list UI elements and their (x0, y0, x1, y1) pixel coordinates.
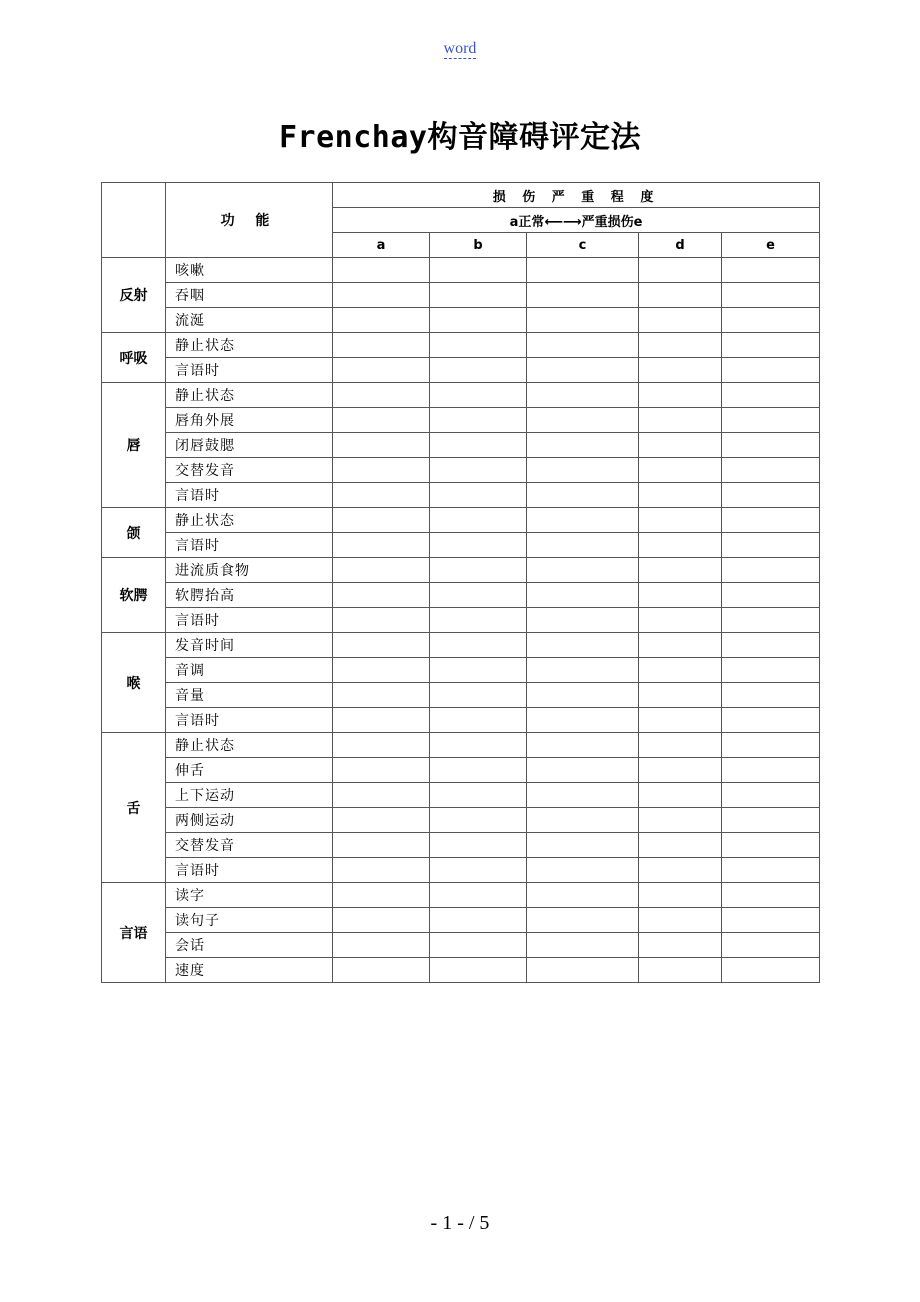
grade-cell-e[interactable] (722, 858, 820, 883)
grade-cell-b[interactable] (430, 783, 527, 808)
grade-cell-c[interactable] (527, 258, 639, 283)
grade-cell-a[interactable] (333, 483, 430, 508)
grade-cell-b[interactable] (430, 758, 527, 783)
function-item: 软腭抬高 (166, 583, 333, 608)
table-row (102, 308, 820, 333)
grade-cell-d[interactable] (639, 858, 722, 883)
grade-cell-b[interactable] (430, 708, 527, 733)
grade-cell-d[interactable] (639, 833, 722, 858)
grade-cell-b[interactable] (430, 858, 527, 883)
header-row-severity (102, 183, 820, 208)
table-row (102, 458, 820, 483)
grade-cell-d[interactable] (639, 333, 722, 358)
function-item: 言语时 (166, 608, 333, 633)
grade-cell-d[interactable] (639, 908, 722, 933)
grade-cell-a[interactable] (333, 283, 430, 308)
grade-cell-c[interactable] (527, 483, 639, 508)
grade-cell-e[interactable] (722, 408, 820, 433)
grade-cell-d[interactable] (639, 758, 722, 783)
grade-cell-e[interactable] (722, 908, 820, 933)
grade-cell-b[interactable] (430, 958, 527, 983)
grade-cell-e[interactable] (722, 433, 820, 458)
table-row (102, 483, 820, 508)
grade-cell-d[interactable] (639, 408, 722, 433)
grade-cell-b[interactable] (430, 458, 527, 483)
table-row (102, 783, 820, 808)
table-row (102, 683, 820, 708)
function-item: 速度 (166, 958, 333, 983)
grade-cell-c[interactable] (527, 433, 639, 458)
severity-header: 损 伤 严 重 程 度 (333, 183, 820, 208)
grade-header-d: d (639, 233, 722, 258)
function-item: 言语时 (166, 708, 333, 733)
grade-cell-c[interactable] (527, 958, 639, 983)
grade-cell-d[interactable] (639, 683, 722, 708)
grade-cell-e[interactable] (722, 383, 820, 408)
grade-cell-c[interactable] (527, 558, 639, 583)
grade-cell-b[interactable] (430, 483, 527, 508)
grade-header-b: b (430, 233, 527, 258)
grade-cell-a[interactable] (333, 558, 430, 583)
scale-header: a正常⟵⟶严重损伤e (333, 208, 820, 233)
grade-cell-e[interactable] (722, 733, 820, 758)
grade-cell-d[interactable] (639, 458, 722, 483)
grade-cell-a[interactable] (333, 908, 430, 933)
grade-cell-d[interactable] (639, 283, 722, 308)
grade-cell-d[interactable] (639, 483, 722, 508)
function-item: 伸舌 (166, 758, 333, 783)
table-row (102, 858, 820, 883)
table-row (102, 608, 820, 633)
grade-cell-c[interactable] (527, 308, 639, 333)
grade-cell-d[interactable] (639, 633, 722, 658)
grade-cell-a[interactable] (333, 833, 430, 858)
function-item: 静止状态 (166, 383, 333, 408)
grade-cell-d[interactable] (639, 383, 722, 408)
grade-cell-a[interactable] (333, 383, 430, 408)
grade-cell-a[interactable] (333, 683, 430, 708)
grade-cell-e[interactable] (722, 308, 820, 333)
function-item: 静止状态 (166, 333, 333, 358)
grade-cell-d[interactable] (639, 933, 722, 958)
grade-cell-c[interactable] (527, 833, 639, 858)
grade-cell-c[interactable] (527, 933, 639, 958)
grade-cell-c[interactable] (527, 533, 639, 558)
grade-cell-c[interactable] (527, 383, 639, 408)
grade-cell-e[interactable] (722, 883, 820, 908)
grade-cell-c[interactable] (527, 283, 639, 308)
table-row (102, 808, 820, 833)
grade-cell-b[interactable] (430, 558, 527, 583)
grade-header-a: a (333, 233, 430, 258)
table-row (102, 933, 820, 958)
table-row (102, 708, 820, 733)
grade-cell-b[interactable] (430, 383, 527, 408)
group-label: 软腭 (102, 558, 166, 633)
grade-cell-b[interactable] (430, 933, 527, 958)
grade-cell-b[interactable] (430, 258, 527, 283)
function-item: 交替发音 (166, 458, 333, 483)
grade-cell-a[interactable] (333, 258, 430, 283)
grade-cell-b[interactable] (430, 333, 527, 358)
grade-cell-a[interactable] (333, 458, 430, 483)
grade-cell-e[interactable] (722, 608, 820, 633)
grade-cell-c[interactable] (527, 708, 639, 733)
grade-cell-a[interactable] (333, 883, 430, 908)
grade-cell-a[interactable] (333, 533, 430, 558)
grade-cell-a[interactable] (333, 333, 430, 358)
grade-cell-c[interactable] (527, 508, 639, 533)
grade-cell-c[interactable] (527, 658, 639, 683)
grade-cell-b[interactable] (430, 683, 527, 708)
function-item: 言语时 (166, 533, 333, 558)
function-item: 上下运动 (166, 783, 333, 808)
grade-cell-e[interactable] (722, 708, 820, 733)
grade-cell-a[interactable] (333, 358, 430, 383)
grade-cell-e[interactable] (722, 683, 820, 708)
function-item: 言语时 (166, 858, 333, 883)
table-row (102, 958, 820, 983)
table-row (102, 833, 820, 858)
grade-cell-c[interactable] (527, 883, 639, 908)
grade-cell-b[interactable] (430, 633, 527, 658)
grade-cell-d[interactable] (639, 783, 722, 808)
grade-cell-d[interactable] (639, 308, 722, 333)
header-link[interactable] (0, 40, 920, 58)
grade-cell-b[interactable] (430, 433, 527, 458)
grade-cell-d[interactable] (639, 608, 722, 633)
group-label: 言语 (102, 883, 166, 983)
group-label: 喉 (102, 633, 166, 733)
grade-cell-e[interactable] (722, 658, 820, 683)
grade-cell-a[interactable] (333, 733, 430, 758)
grade-cell-b[interactable] (430, 658, 527, 683)
grade-cell-d[interactable] (639, 508, 722, 533)
grade-cell-b[interactable] (430, 533, 527, 558)
grade-cell-a[interactable] (333, 608, 430, 633)
grade-cell-e[interactable] (722, 558, 820, 583)
table-row (102, 658, 820, 683)
function-item: 咳嗽 (166, 258, 333, 283)
grade-cell-a[interactable] (333, 933, 430, 958)
grade-cell-d[interactable] (639, 708, 722, 733)
grade-cell-e[interactable] (722, 633, 820, 658)
grade-cell-d[interactable] (639, 533, 722, 558)
grade-cell-c[interactable] (527, 683, 639, 708)
function-header: 功 能 (166, 183, 333, 258)
page-number: - 1 - / 5 (430, 1212, 490, 1234)
function-item: 两侧运动 (166, 808, 333, 833)
function-item: 读句子 (166, 908, 333, 933)
grade-cell-e[interactable] (722, 833, 820, 858)
grade-cell-d[interactable] (639, 808, 722, 833)
grade-cell-e[interactable] (722, 258, 820, 283)
grade-cell-e[interactable] (722, 508, 820, 533)
function-item: 闭唇鼓腮 (166, 433, 333, 458)
grade-cell-a[interactable] (333, 783, 430, 808)
grade-cell-c[interactable] (527, 583, 639, 608)
grade-cell-a[interactable] (333, 583, 430, 608)
grade-cell-c[interactable] (527, 358, 639, 383)
grade-cell-a[interactable] (333, 758, 430, 783)
grade-cell-c[interactable] (527, 858, 639, 883)
group-label: 呼吸 (102, 333, 166, 383)
function-item: 静止状态 (166, 733, 333, 758)
grade-cell-b[interactable] (430, 308, 527, 333)
group-label: 反射 (102, 258, 166, 333)
grade-cell-b[interactable] (430, 833, 527, 858)
grade-cell-d[interactable] (639, 883, 722, 908)
table-row (102, 533, 820, 558)
grade-cell-d[interactable] (639, 658, 722, 683)
table-row (102, 583, 820, 608)
grade-cell-a[interactable] (333, 658, 430, 683)
grade-cell-c[interactable] (527, 458, 639, 483)
grade-header-e: e (722, 233, 820, 258)
table-row (102, 908, 820, 933)
grade-cell-b[interactable] (430, 733, 527, 758)
group-label: 颌 (102, 508, 166, 558)
grade-cell-a[interactable] (333, 633, 430, 658)
grade-cell-e[interactable] (722, 933, 820, 958)
grade-cell-b[interactable] (430, 583, 527, 608)
function-item: 交替发音 (166, 833, 333, 858)
function-item: 吞咽 (166, 283, 333, 308)
table-row (102, 633, 820, 658)
function-item: 静止状态 (166, 508, 333, 533)
table-row (102, 733, 820, 758)
grade-cell-c[interactable] (527, 908, 639, 933)
grade-cell-c[interactable] (527, 333, 639, 358)
grade-cell-d[interactable] (639, 433, 722, 458)
grade-cell-b[interactable] (430, 808, 527, 833)
table-row (102, 358, 820, 383)
assessment-table (101, 182, 820, 983)
grade-cell-e[interactable] (722, 758, 820, 783)
grade-cell-e[interactable] (722, 483, 820, 508)
grade-cell-d[interactable] (639, 733, 722, 758)
grade-cell-b[interactable] (430, 283, 527, 308)
grade-cell-e[interactable] (722, 783, 820, 808)
function-item: 言语时 (166, 358, 333, 383)
table-row (102, 433, 820, 458)
table-row (102, 333, 820, 358)
grade-cell-c[interactable] (527, 633, 639, 658)
grade-cell-b[interactable] (430, 608, 527, 633)
grade-cell-b[interactable] (430, 408, 527, 433)
grade-cell-d[interactable] (639, 258, 722, 283)
grade-cell-e[interactable] (722, 583, 820, 608)
grade-cell-b[interactable] (430, 883, 527, 908)
grade-cell-b[interactable] (430, 908, 527, 933)
grade-cell-a[interactable] (333, 708, 430, 733)
grade-cell-b[interactable] (430, 358, 527, 383)
table-row (102, 508, 820, 533)
grade-cell-c[interactable] (527, 608, 639, 633)
grade-cell-a[interactable] (333, 433, 430, 458)
grade-cell-a[interactable] (333, 308, 430, 333)
document-title: Frenchay构音障碍评定法 (279, 120, 641, 155)
grade-cell-e[interactable] (722, 458, 820, 483)
grade-header-c: c (527, 233, 639, 258)
function-item: 读字 (166, 883, 333, 908)
table-row (102, 408, 820, 433)
grade-cell-c[interactable] (527, 733, 639, 758)
grade-cell-e[interactable] (722, 333, 820, 358)
table-row (102, 258, 820, 283)
grade-cell-d[interactable] (639, 558, 722, 583)
table-row (102, 283, 820, 308)
group-label: 舌 (102, 733, 166, 883)
header-corner-cell (102, 183, 166, 258)
grade-cell-e[interactable] (722, 533, 820, 558)
table-row (102, 383, 820, 408)
grade-cell-c[interactable] (527, 783, 639, 808)
grade-cell-c[interactable] (527, 408, 639, 433)
grade-cell-a[interactable] (333, 958, 430, 983)
grade-cell-c[interactable] (527, 758, 639, 783)
function-item: 进流质食物 (166, 558, 333, 583)
grade-cell-a[interactable] (333, 858, 430, 883)
grade-cell-d[interactable] (639, 358, 722, 383)
grade-cell-d[interactable] (639, 583, 722, 608)
grade-cell-e[interactable] (722, 358, 820, 383)
grade-cell-e[interactable] (722, 283, 820, 308)
grade-cell-a[interactable] (333, 408, 430, 433)
function-item: 音量 (166, 683, 333, 708)
grade-cell-e[interactable] (722, 808, 820, 833)
grade-cell-d[interactable] (639, 958, 722, 983)
grade-cell-a[interactable] (333, 808, 430, 833)
table-row (102, 758, 820, 783)
header-link-text[interactable]: word (443, 40, 477, 57)
function-item: 唇角外展 (166, 408, 333, 433)
grade-cell-e[interactable] (722, 958, 820, 983)
table-row (102, 883, 820, 908)
function-item: 发音时间 (166, 633, 333, 658)
group-label: 唇 (102, 383, 166, 508)
table-row (102, 558, 820, 583)
grade-cell-c[interactable] (527, 808, 639, 833)
function-item: 流涎 (166, 308, 333, 333)
function-item: 会话 (166, 933, 333, 958)
function-item: 言语时 (166, 483, 333, 508)
grade-cell-b[interactable] (430, 508, 527, 533)
grade-cell-a[interactable] (333, 508, 430, 533)
function-item: 音调 (166, 658, 333, 683)
